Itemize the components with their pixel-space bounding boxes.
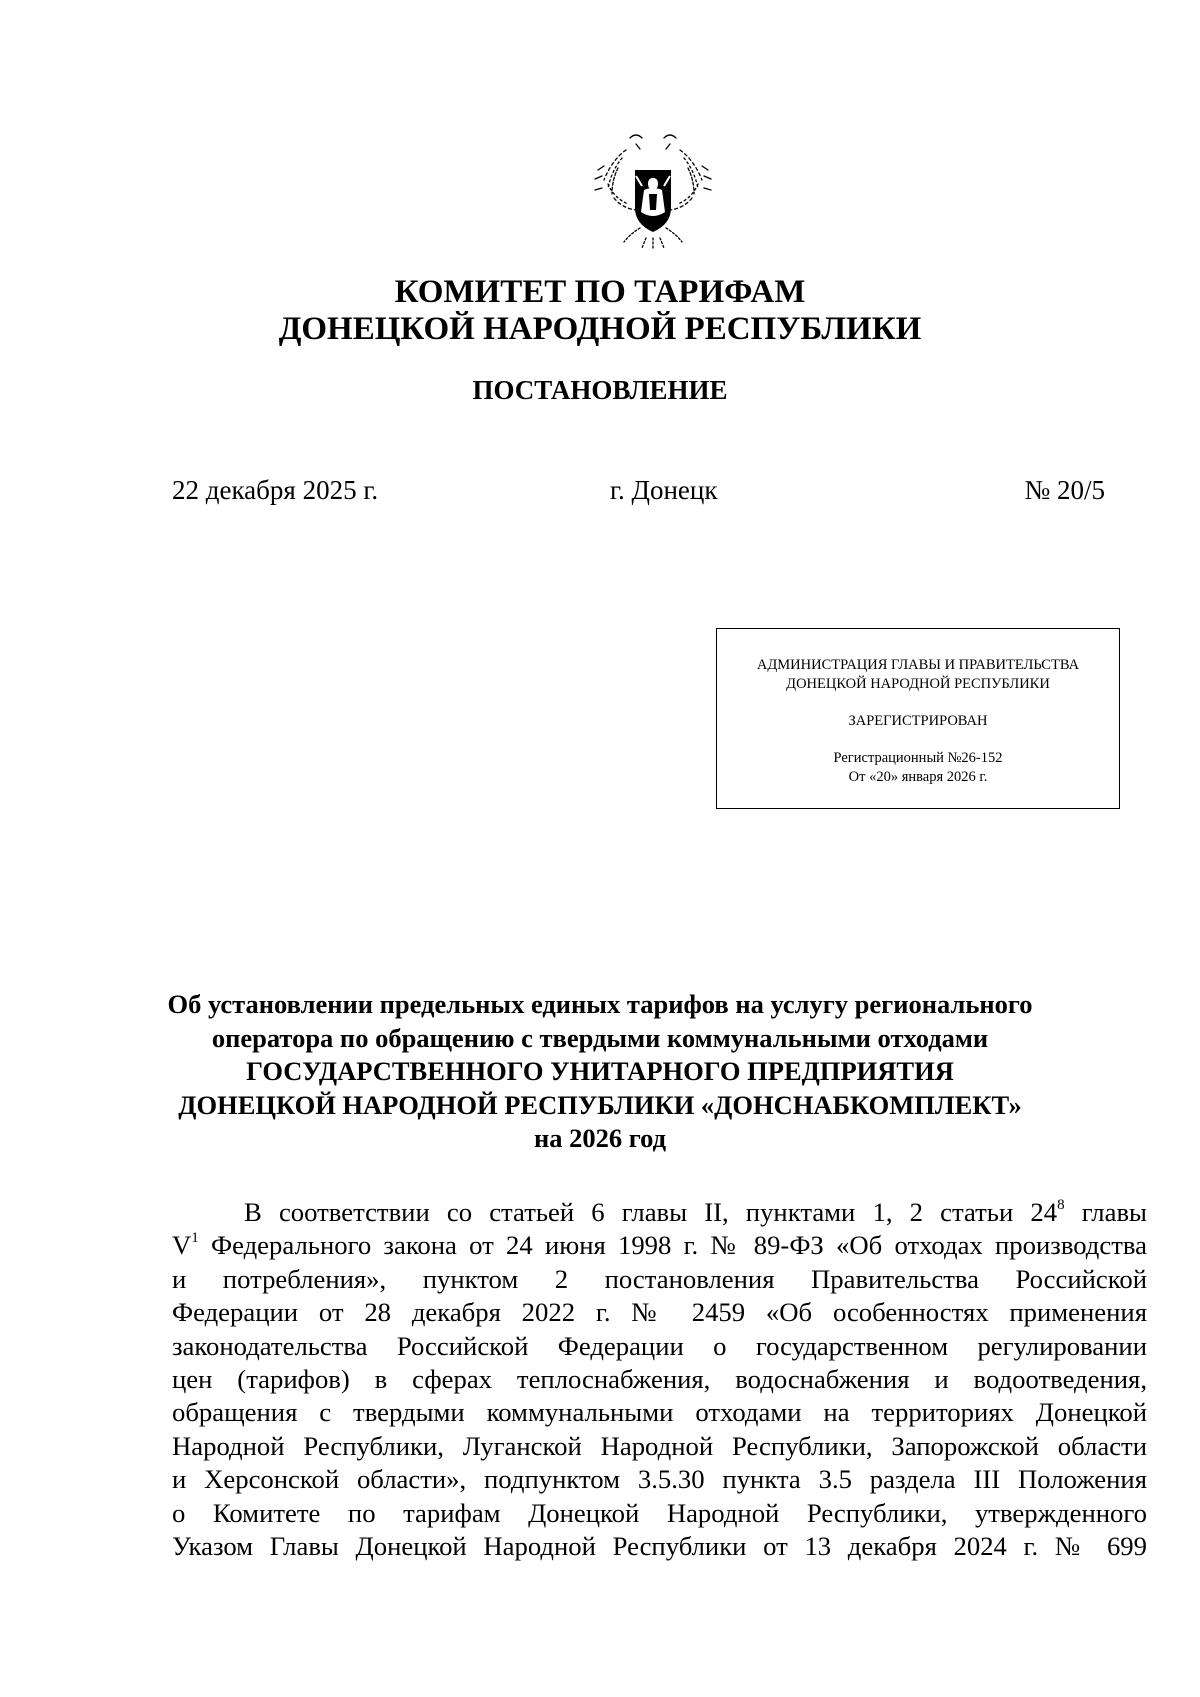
subject-line: на 2026 год (533, 1123, 667, 1153)
stamp-authority-line1: АДМИНИСТРАЦИЯ ГЛАВЫ И ПРАВИТЕЛЬСТВА (756, 657, 1080, 673)
text-run: главы (1064, 1197, 1147, 1227)
document-subject (0, 988, 1200, 1156)
stamp-authority-line2: ДОНЕЦКОЙ НАРОДНОЙ РЕСПУБЛИКИ (786, 676, 1050, 692)
paragraph-line: и Херсонской области», подпунктом 3.5.30 пункта 3.5 раздела III Положения (172, 1464, 1147, 1495)
stamp-spacer (717, 694, 1119, 712)
paragraph-line: цен (тарифов) в сферах теплоснабжения, водоснабжения и водоотведения, (172, 1364, 1147, 1395)
document-city: г. Донецк (610, 475, 718, 505)
paragraph-line (172, 1229, 1147, 1262)
registration-stamp (716, 628, 1120, 809)
paragraph-line: Народной Республики, Луганской Народной Республики, Запорожской области (172, 1430, 1147, 1461)
document-type: ПОСТАНОВЛЕНИЕ (472, 375, 728, 405)
coat-of-arms-icon (578, 128, 728, 253)
stamp-spacer (717, 731, 1119, 749)
text-run: В соответствии со статьей 6 главы II, пунктами 1, 2 статьи 24 (244, 1197, 1058, 1227)
text-run: Федерального закона от 24 июня 1998 г. № 89-ФЗ «Об отходах производства (198, 1230, 1147, 1261)
stamp-status: ЗАРЕГИСТРИРОВАН (848, 713, 988, 729)
paragraph-line: обращения с твердыми коммунальными отходами на территориях Донецкой (172, 1397, 1147, 1428)
preamble-paragraph (172, 1196, 1147, 1563)
paragraph-line: законодательства Российской Федерации о государственном регулировании (172, 1330, 1147, 1361)
paragraph-line: и потребления», пунктом 2 постановления Правительства Российской (172, 1263, 1147, 1294)
superscript: 8 (1057, 1197, 1065, 1213)
subject-line: ДОНЕЦКОЙ НАРОДНОЙ РЕСПУБЛИКИ «ДОНСНАБКОМПЛЕКТ» (178, 1089, 1022, 1120)
stamp-reg-date: От «20» января 2026 г. (848, 769, 988, 785)
text-run: V (172, 1230, 192, 1261)
superscript: 1 (191, 1230, 199, 1247)
organization-name-line1: КОМИТЕТ ПО ТАРИФАМ (394, 274, 806, 310)
subject-line: Об установлении предельных единых тарифов на услугу регионального (167, 989, 1033, 1019)
paragraph-line: о Комитете по тарифам Донецкой Народной Республики, утвержденного (172, 1497, 1147, 1528)
subject-line: оператора по обращению с твердыми коммунальными отходами (211, 1022, 989, 1053)
document-date: 22 декабря 2025 г. (172, 475, 379, 505)
organization-name-line2: ДОНЕЦКОЙ НАРОДНОЙ РЕСПУБЛИКИ (278, 311, 922, 347)
paragraph-line: Указом Главы Донецкой Народной Республики от 13 декабря 2024 г. № 699 (172, 1531, 1147, 1562)
paragraph-line (172, 1196, 1147, 1229)
document-number: № 20/5 (1024, 475, 1105, 505)
stamp-reg-number: Регистрационный №26-152 (833, 750, 1003, 766)
paragraph-line: Федерации от 28 декабря 2022 г. № 2459 «Об особенностях применения (172, 1297, 1147, 1328)
subject-line: ГОСУДАРСТВЕННОГО УНИТАРНОГО ПРЕДПРИЯТИЯ (246, 1056, 954, 1086)
